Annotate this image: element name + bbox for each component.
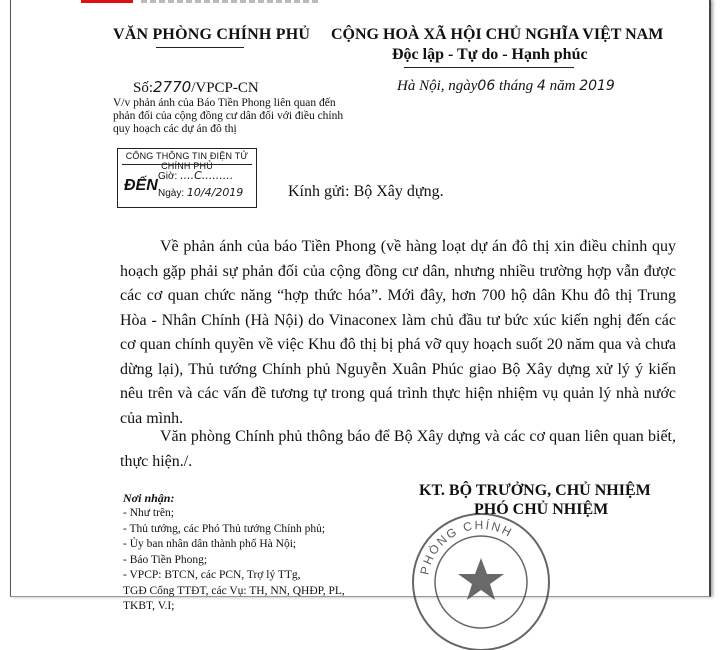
agency-underline — [156, 47, 244, 48]
dateline — [397, 78, 615, 95]
stamp-time-value: ....C......... — [180, 169, 234, 182]
document-subject: V/v phản ánh của Báo Tiền Phong liên quan đến phản đối của cộng đồng cư dân đối với điều chỉnh quy hoạch các dự án đô thị — [113, 97, 344, 135]
addressee: Kính gửi: Bộ Xây dựng. — [288, 183, 444, 200]
received-stamp — [117, 148, 257, 208]
number-prefix: Số: — [133, 80, 154, 96]
stamp-time — [158, 169, 233, 182]
seal-star-icon — [458, 558, 504, 600]
dateline-month-label: tháng — [499, 78, 534, 94]
official-seal — [406, 500, 556, 650]
signature-subtitle: PHÓ CHỦ NHIỆM — [474, 501, 609, 518]
dateline-year-label: năm — [549, 78, 576, 94]
recipients-title: Nơi nhận: — [123, 491, 175, 505]
stamp-label: ĐẾN — [124, 177, 158, 194]
recipient-item: - Thủ tướng, các Phó Thủ tướng Chính phủ; — [123, 522, 326, 535]
number-handwritten: 2770 — [153, 78, 192, 96]
national-motto: Độc lập - Tự do - Hạnh phúc — [392, 46, 588, 63]
republic-heading: CỘNG HOÀ XÃ HỘI CHỦ NGHĨA VIỆT NAM — [331, 26, 664, 43]
dateline-prefix: Hà Nội, ngày — [397, 78, 478, 94]
stamp-date — [158, 186, 243, 199]
recipient-item: - Như trên; — [123, 507, 174, 519]
motto-underline — [404, 67, 574, 68]
svg-text:PHÒNG CHÍNH — [417, 517, 515, 576]
dateline-year: 2019 — [579, 78, 615, 94]
top-strip-red-mark — [81, 0, 133, 3]
body-paragraph-1: Về phản ánh của báo Tiền Phong (về hàng loạt dự án đô thị xin điều chỉnh quy hoạch gặp phải sự phản đối của cộng đồng cư dân, nhưng nhiều trường hợp vẫn được các cơ quan chức năng “hợp thức hóa”. Mới đây, hơn 700 hộ dân Khu đô thị Trung Hòa - Nhân Chính (Hà Nội) do Vinaconex làm chủ đầu tư bức xúc kiến nghị đến các cơ quan chính quyền về việc Khu đô thị bị phá vỡ quy hoạch suốt 20 năm qua và chưa dừng lại), Thủ tướng Chính phủ Nguyễn Xuân Phúc giao Bộ Xây dựng xử lý ý kiến nêu trên và các vấn đề tương tự trong quá trình thực hiện nhiệm vụ quản lý nhà nước của mình. — [120, 238, 676, 427]
stamp-date-value: 10/4/2019 — [186, 186, 244, 199]
recipient-item: - Ủy ban nhân dân thành phố Hà Nội; — [123, 538, 297, 550]
signature-title: KT. BỘ TRƯỞNG, CHỦ NHIỆM — [419, 482, 651, 499]
recipient-item: - Báo Tiền Phong; — [123, 553, 208, 566]
stamp-time-label: Giờ: — [158, 171, 178, 182]
document-number: Số:2770/VPCP-CN — [133, 78, 259, 96]
recipient-item: TGĐ Cổng TTĐT, các Vụ: TH, NN, QHĐP, PL, — [123, 584, 345, 597]
recipients-list — [123, 506, 345, 615]
number-code: VPCP-CN — [195, 80, 259, 96]
dateline-day: 06 — [477, 78, 496, 94]
dateline-month: 4 — [536, 78, 546, 94]
top-strip-gray-mark — [141, 0, 321, 3]
stamp-divider — [122, 164, 252, 165]
issuing-agency: VĂN PHÒNG CHÍNH PHỦ — [113, 26, 311, 43]
recipient-item: - VPCP: BTCN, các PCN, Trợ lý TTg, — [123, 569, 301, 581]
top-strip — [81, 0, 331, 4]
document-page — [10, 0, 711, 612]
body-paragraph-2: Văn phòng Chính phủ thông báo để Bộ Xây dựng và các cơ quan liên quan biết, thực hiện./. — [120, 428, 676, 470]
recipient-item: TKBT, V.I; — [123, 600, 175, 612]
stamp-header: CỔNG THÔNG TIN ĐIỆN TỬ CHÍNH PHỦ — [125, 151, 249, 171]
stamp-date-label: Ngày: — [158, 188, 185, 199]
seal-text: PHÒNG CHÍNH — [417, 517, 516, 577]
